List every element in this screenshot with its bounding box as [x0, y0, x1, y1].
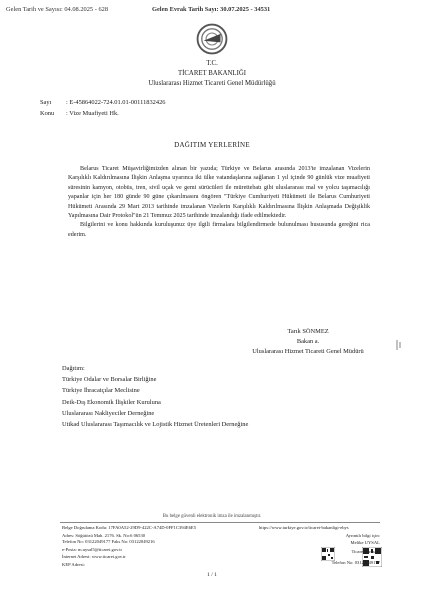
distribution-item: Uluslararası Nakliyeciler Derneğine: [62, 409, 155, 417]
distribution-item: Türkiye Odalar ve Borsalar Birliğine: [62, 376, 157, 384]
margin-mark: [396, 340, 402, 350]
kep-address: KEP Adresi:: [62, 562, 85, 567]
signer-title: Uluslararası Hizmet Ticareti Genel Müdürü: [252, 348, 364, 355]
info-name: Melike UYSAL: [350, 540, 380, 545]
info-title: Ayrıntılı bilgi için:: [345, 533, 380, 538]
reference-number: [40, 99, 165, 106]
ministry-logo: [195, 22, 229, 56]
header-directorate: Uluslararası Hizmet Ticareti Genel Müdürlüğü: [148, 80, 276, 87]
signer-role: Bakan a.: [296, 338, 320, 345]
konu-label: Konu: [40, 110, 55, 117]
distribution-list: [62, 363, 248, 430]
esign-note: Bu belge güvenli elektronik imza ile imzalanmıştır.: [162, 514, 262, 519]
distribution-item: Deik-Dış Ekonomik İlişkiler Kuruluna: [62, 398, 161, 406]
header-tc: T.C.: [206, 60, 218, 67]
info-role: Ticaret Uzmanı: [351, 549, 380, 554]
header-ministry: TİCARET BAKANLIĞI: [177, 70, 247, 77]
info-phone: Telefon No: 03122049177: [331, 560, 380, 565]
incoming-date-number: Gelen Tarih ve Sayısı: 04.08.2025 - 628: [6, 6, 109, 13]
konu-value: : Vize Muafiyeti Hk.: [66, 110, 119, 117]
page-number: 1 / 1: [207, 572, 217, 578]
distribution-heading: Dağıtım:: [62, 365, 85, 372]
email[interactable]: e-Posta: m.uysal5@ticaret.gov.tr: [62, 547, 123, 552]
phone-fax: Telefon No: 03122049177 Faks No: 03122049216: [62, 539, 155, 544]
incoming-document-date-number: Gelen Evrak Tarih Sayı: 30.07.2025 - 34531: [152, 6, 271, 13]
verification-code: Belge Doğrulama Kodu: 17FA0A52-29D9-422C-A74D-0FF1C394E6E5: [62, 525, 197, 530]
verification-url[interactable]: https://www.turkiye.gov.tr/ticaret-bakanligi-ebys: [259, 525, 349, 530]
distribution-item: Türkiye İhracatçılar Meclisine: [62, 387, 140, 395]
address: Adres: Söğütözü Mah. 2176. Sk. No:6 06530: [62, 533, 146, 538]
reference-subject: [40, 110, 119, 117]
footer-divider: [60, 522, 380, 523]
document-title: DAĞITIM YERLERİNE: [174, 141, 250, 149]
sayi-label: Sayı: [40, 99, 52, 106]
distribution-item: Utikad Uluslararası Taşımacılık ve Lojistik Hizmet Üretenleri Derneğine: [62, 421, 249, 429]
body-paragraph-2: Bilgilerini ve konu hakkında kuruluşunuz üye ilgili firmalara bilgilendirmede bulunulması hususunda gereğini rica ederim.: [68, 222, 370, 238]
document-body: [68, 165, 370, 240]
signer-name: Tarık SÖNMEZ: [287, 328, 329, 335]
body-paragraph-1: Belarus Ticaret Müşavirliğimizden alınan bir yazıda; Türkiye ve Belarus arasında 2013'te imzalanan Vizelerin Karşılıklı Kaldırılmasına İlişkin Anlaşma uyarınca iki ülke vatandaşlarına sağlanan 1 yıl içinde 90 günlük vize muafiyeti süresinin kamyon, otobüs, tren, sivil uçak ve gemi sürücüleri ile mürettebatı gibi uluslararası mal ve yolcu taşımacılığı yapanlar için her 180 günde 90 güne çıkarılmasını öngören "Türkiye Cumhuriyeti Hükümeti ile Belarus Cumhuriyeti Hükümeti Arasında 29 Mart 2013 tarihinde imzalanan Vizelerin Karşılıklı Kaldırılmasına İlişkin Anlaşmada Değişiklik Yapılmasına Dair Protokol"ün 21 Temmuz 2025 tarihinde imzalandığı ifade edilmektedir.: [68, 166, 370, 220]
sayi-value: : E-45864022-724.01.01-00111832426: [66, 99, 166, 106]
web-address[interactable]: İnternet Adresi: www.ticaret.gov.tr: [62, 554, 126, 559]
